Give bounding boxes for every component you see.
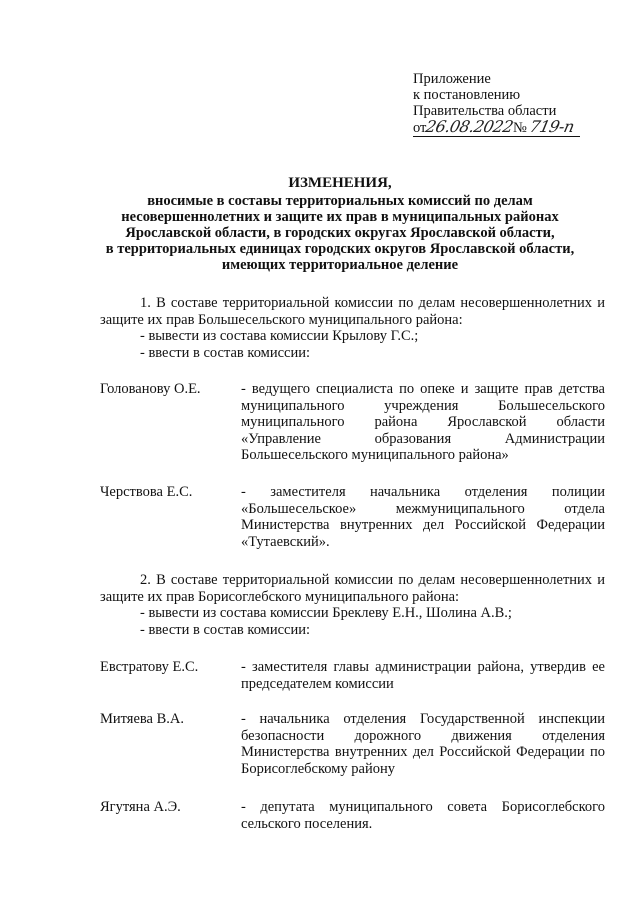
title-line-2: несовершеннолетних и защите их прав в муниципальных районах — [121, 209, 559, 225]
section-2-add: - ввести в состав комиссии: — [140, 621, 311, 638]
title-line-3: Ярославской области, в городских округах Ярославской области, — [125, 225, 555, 241]
header-number-sign: № — [513, 120, 527, 136]
member-description: - депутата муниципального совета Борисоглебского сельского поселения. — [241, 799, 605, 832]
member-name: Евстратову Е.С. — [100, 659, 199, 675]
title-heading: ИЗМЕНЕНИЯ, — [288, 175, 392, 191]
section-2 — [100, 572, 605, 638]
title-line-1: вносимые в составы территориальных комиссий по делам — [147, 193, 533, 209]
member-description: - начальника отделения Государственной инспекции безопасности дорожного движения отделения Министерства внутренних дел Российской Федерации по Борисоглебскому району — [241, 711, 605, 777]
header-line-government: Правительства области — [413, 103, 557, 119]
member-description: - заместителя начальника отделения полиции «Большесельское» межмуниципального отдела Министерства внутренних дел Российской Федерации «Тутаевский». — [241, 484, 605, 550]
member-name: Голованову О.Е. — [100, 381, 201, 397]
section-1-intro: 1. В составе территориальной комиссии по делам несовершеннолетних и защите их прав Большесельского муниципального района: — [100, 295, 605, 328]
member-description: - заместителя главы администрации района, утвердив ее председателем комиссии — [241, 659, 605, 692]
header-prefix: от — [413, 120, 427, 136]
title-line-4: в территориальных единицах городских округов Ярославской области, — [105, 241, 575, 257]
header-line-resolution: к постановлению — [413, 87, 521, 103]
title-line-5: имеющих территориальное деление — [221, 257, 459, 273]
header-date-number — [413, 117, 577, 136]
handwritten-date: 26.08.2022 — [424, 117, 516, 136]
handwritten-number: 719-п — [528, 117, 577, 136]
member-description: - ведущего специалиста по опеке и защите прав детства муниципального учреждения Большесельского муниципального района Ярославской области «Управление образования Администрации Большесельского муниципального района» — [241, 381, 605, 463]
document-header — [413, 71, 577, 136]
section-1-add: - ввести в состав комиссии: — [140, 344, 311, 361]
section-1 — [100, 295, 605, 361]
section-1-remove: - вывести из состава комиссии Крылову Г.С.; — [140, 328, 419, 344]
signature-underline — [413, 136, 580, 137]
member-name: Митяева В.А. — [100, 711, 185, 727]
header-line-appendix: Приложение — [413, 71, 491, 87]
member-name: Черствова Е.С. — [100, 484, 193, 500]
member-name: Ягутяна А.Э. — [100, 799, 181, 815]
section-2-intro: 2. В составе территориальной комиссии по делам несовершеннолетних и защите их прав Борисоглебского муниципального района: — [100, 572, 605, 605]
section-2-remove: - вывести из состава комиссии Бреклеву Е.Н., Шолина А.В.; — [140, 605, 512, 621]
document-title — [100, 175, 580, 273]
